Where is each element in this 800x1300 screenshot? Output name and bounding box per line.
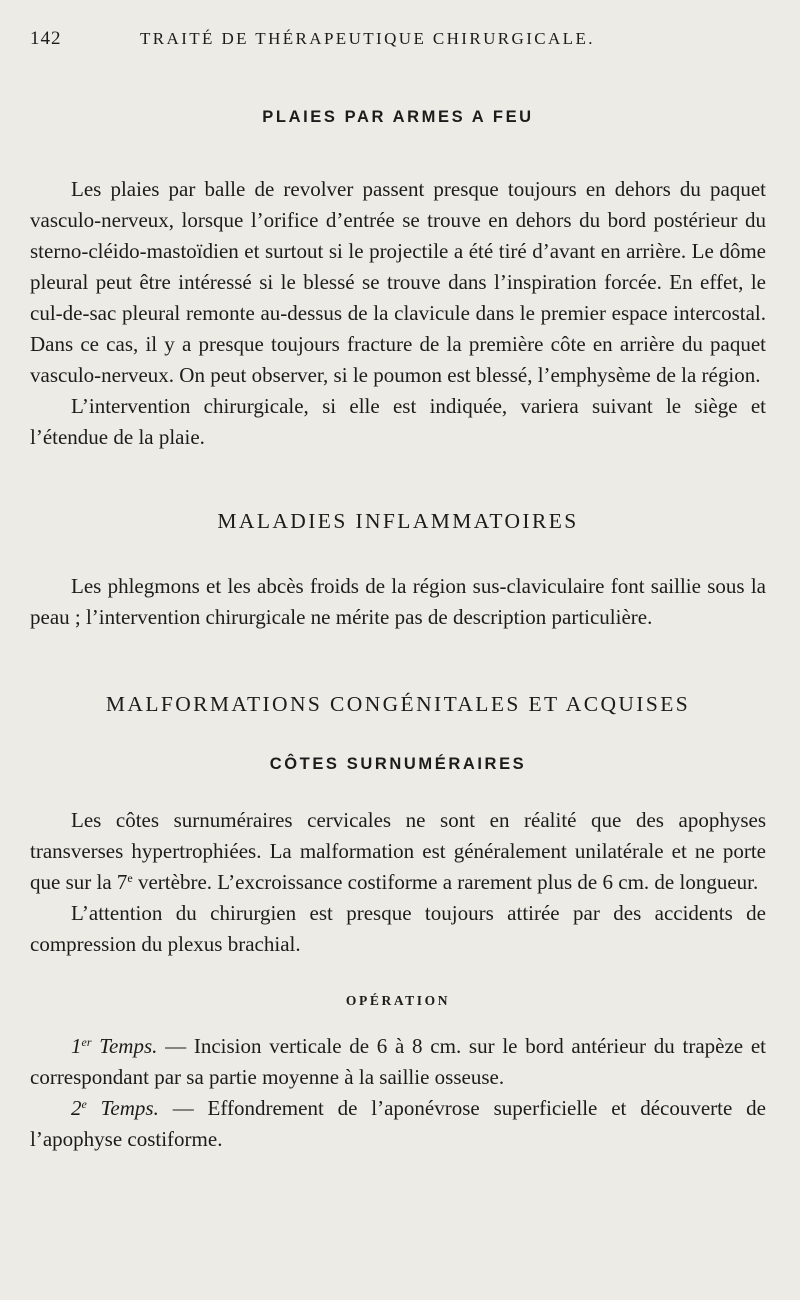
paragraph-plaies-1: Les plaies par balle de revolver passent presque toujours en dehors du paquet vasculo-nerveux, lorsque l’orifice d’entrée se trouve en dehors du bord postérieur du sterno-cléido-mastoïdien et surtout si le projectile a été tiré d’avant en arrière. Le dôme pleural peut être intéressé si le blessé se trouve dans l’inspiration forcée. En effet, le cul-de-sac pleural remonte au-dessus de la clavicule dans le premier espace intercostal. Dans ce cas, il y a presque toujours fracture de la première côte en arrière du paquet vasculo-nerveux. On peut observer, si le poumon est blessé, l’emphysème de la région. (30, 177, 766, 387)
heading-plaies-armes-feu: PLAIES PAR ARMES A FEU (262, 108, 534, 126)
paragraph-temps-1 (30, 1031, 766, 1093)
temps-1-text: — Incision verticale de 6 à 8 cm. sur le bord antérieur du trapèze et correspondant par sa partie moyenne à la saillie osseuse. (30, 1034, 766, 1089)
superscript-ordinal: e (127, 871, 133, 885)
heading-operation: OPÉRATION (345, 993, 451, 1008)
heading-cotes-surnumeraires: CÔTES SURNUMÉRAIRES (269, 755, 527, 773)
paragraph-cotes-1 (30, 805, 766, 898)
running-header (30, 28, 730, 52)
page-content (30, 108, 766, 1155)
running-title: TRAITÉ DE THÉRAPEUTIQUE CHIRURGICALE. (140, 29, 595, 48)
paragraph-plaies-2: L’intervention chirurgicale, si elle est indiquée, variera suivant le siège et l’étendue de la plaie. (30, 394, 766, 449)
paragraph-cotes-2: L’attention du chirurgien est presque toujours attirée par des accidents de compression du plexus brachial. (30, 901, 766, 956)
section-cotes (30, 805, 766, 960)
section-operation (30, 1031, 766, 1155)
paragraph-cotes-1-part-b: vertèbre. L’excroissance costiforme a rarement plus de 6 cm. de longueur. (132, 870, 759, 894)
paragraph-maladies-1: Les phlegmons et les abcès froids de la région sus-claviculaire font saillie sous la peau ; l’intervention chirurgicale ne mérite pas de description particulière. (30, 574, 766, 629)
heading-malformations: MALFORMATIONS CONGÉNITALES ET ACQUISES (105, 692, 691, 716)
temps-2-text: — Effondrement de l’aponévrose superficielle et découverte de l’apophyse costiforme. (30, 1096, 766, 1151)
heading-maladies-inflammatoires: MALADIES INFLAMMATOIRES (217, 509, 579, 533)
temps-2-label: Temps. (86, 1096, 159, 1120)
temps-1-label: Temps. (91, 1034, 158, 1058)
page-number: 142 (30, 28, 62, 49)
temps-1-superscript: er (81, 1035, 92, 1049)
paragraph-cotes-1-part-a: Les côtes surnuméraires cervicales ne sont en réalité que des apophyses transverses hypertrophiées. La malformation est généralement unilatérale et ne porte que sur la 7 (30, 808, 766, 894)
temps-1-number: 1 (71, 1034, 82, 1058)
paragraph-temps-2 (30, 1093, 766, 1155)
temps-2-number: 2 (71, 1096, 82, 1120)
section-maladies (30, 571, 766, 633)
temps-2-superscript: e (81, 1097, 87, 1111)
section-plaies (30, 174, 766, 453)
